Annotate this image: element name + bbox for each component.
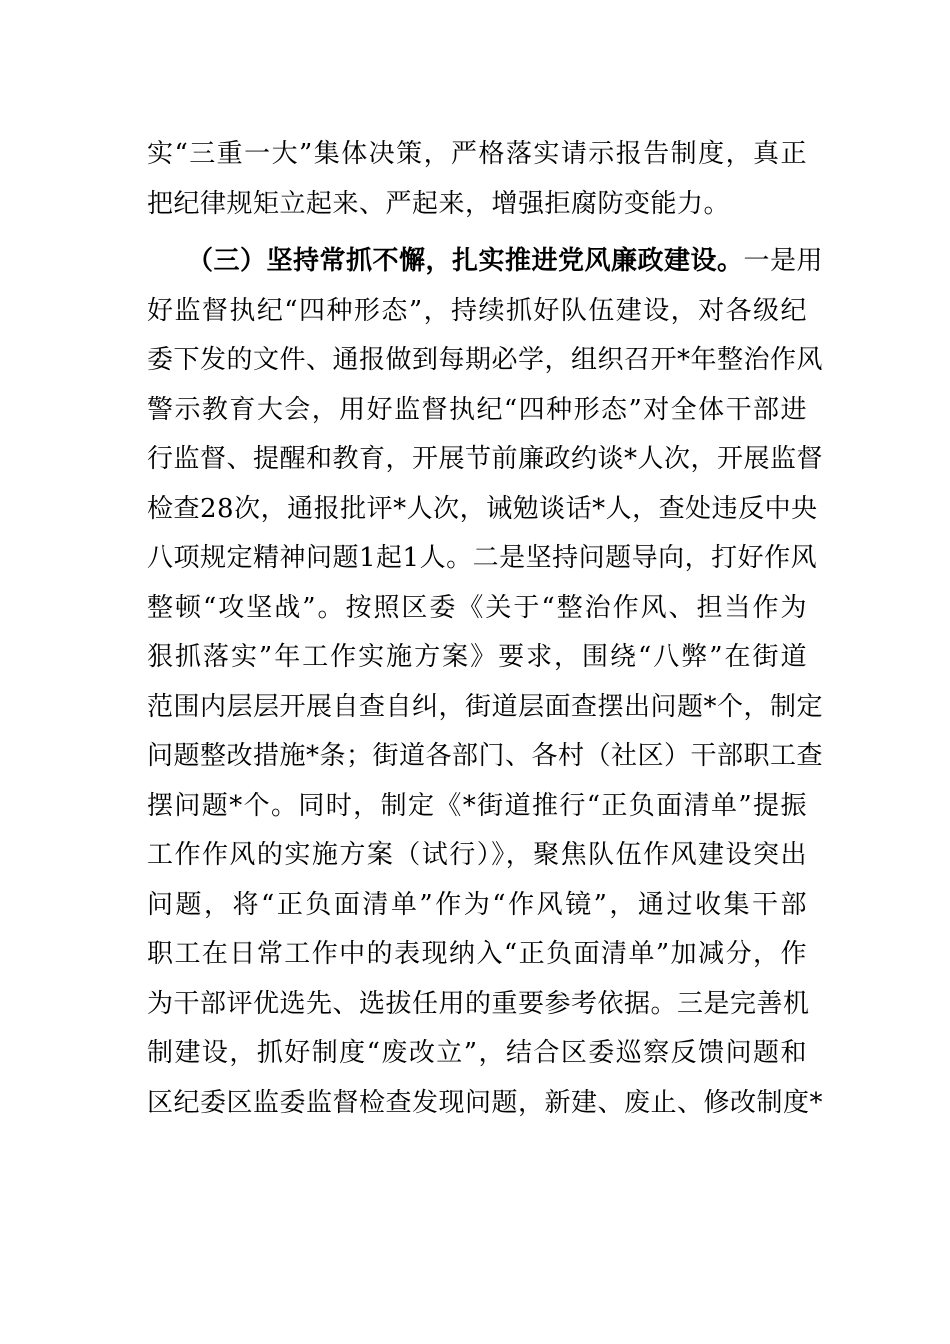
paragraph2-line-12: 摆问题*个。同时，制定《*街道推行“正负面清单”提振 [147,790,807,821]
paragraph2-line-5: 行监督、提醒和教育，开展节前廉政约谈*人次，开展监督 [147,444,824,474]
paragraph2-line-9: 狠抓落实”年工作实施方案》要求，围绕“八弊”在街道 [147,642,807,672]
paragraph2-line-13: 工作作风的实施方案（试行）》，聚焦队伍作风建设突出 [147,840,807,870]
paragraph2-line-4: 警示教育大会，用好监督执纪“四种形态”对全体干部进 [147,394,807,425]
paragraph2-line-2: 好监督执纪“四种形态”，持续抓好队伍建设，对各级纪 [147,295,807,326]
paragraph2-line-17: 制建设，抓好制度“废改立”，结合区委巡察反馈问题和 [147,1038,807,1068]
paragraph1-line-2: 把纪律规矩立起来、严起来，增强拒腐防变能力。 [147,188,731,219]
paragraph2-line-16: 为干部评优选先、选拔任用的重要参考依据。三是完善机 [147,988,810,1019]
paragraph2-line-10: 范围内层层开展自查自纠，街道层面查摆出问题*个，制定 [147,691,824,722]
heading-continuation: 一是用 [743,246,824,276]
paragraph2-line-15: 职工在日常工作中的表现纳入“正负面清单”加减分，作 [147,939,807,969]
paragraph2-line-11: 问题整改措施*条；街道各部门、各村（社区）干部职工查 [147,741,824,771]
section-heading: （三）坚持常抓不懈，扎实推进党风廉政建设。 [187,246,744,276]
body-text [147,130,824,1128]
paragraph2-line-3: 委下发的文件、通报做到每期必学，组织召开*年整治作风 [147,345,824,375]
paragraph2-line-8: 整顿“攻坚战”。按照区委《关于“整治作风、担当作为 [147,592,807,623]
paragraph2-line-14: 问题，将“正负面清单”作为“作风镜”，通过收集干部 [147,889,807,920]
paragraph2-line-6: 检查28次，通报批评*人次，诫勉谈话*人，查处违反中央 [147,493,818,524]
paragraph2-line-7: 八项规定精神问题1起1人。二是坚持问题导向，打好作风 [147,543,818,573]
paragraph2-line-1 [147,237,824,287]
paragraph1-line-1: 实“三重一大”集体决策，严格落实请示报告制度，真正 [147,139,807,169]
paragraph-gap [147,229,807,237]
paragraph2-line-18: 区纪委区监委监督检查发现问题，新建、废止、修改制度* [147,1087,824,1118]
